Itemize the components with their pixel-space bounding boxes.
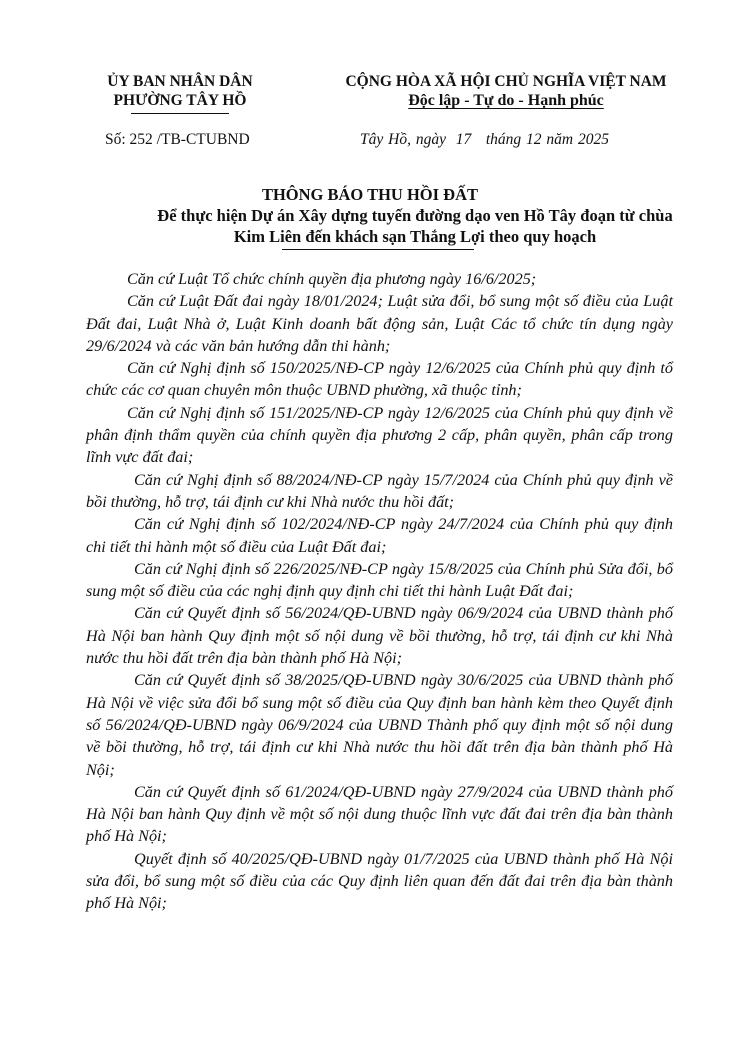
legal-basis-item: Quyết định số 40/2025/QĐ-UBND ngày 01/7/2025 của UBND thành phố Hà Nội sửa đổi, bổ sung một số điều của các Quy định liên quan đến đất đai trên địa bàn thành phố Hà Nội; [86,849,673,913]
document-subtitle: Để thực hiện Dự án Xây dựng tuyến đường dạo ven Hồ Tây đoạn từ chùa Kim Liên đến khách sạn Thắng Lợi theo quy hoạch [157,206,673,246]
legal-basis-item: Căn cứ Nghị định số 226/2025/NĐ-CP ngày 15/8/2025 của Chính phủ Sửa đổi, bổ sung một số điều của các nghị định quy định chi tiết thi hành Luật Đất đai; [86,559,673,601]
legal-basis-item: Căn cứ Nghị định số 88/2024/NĐ-CP ngày 15/7/2024 của Chính phủ quy định về bồi thường, hỗ trợ, tái định cư khi Nhà nước thu hồi đất; [86,470,673,511]
agency-line-1: ỦY BAN NHÂN DÂN [107,73,253,90]
legal-basis-item: Căn cứ Nghị định số 150/2025/NĐ-CP ngày 12/6/2025 của Chính phủ quy định tổ chức các cơ quan chuyên môn thuộc UBND phường, xã thuộc tỉnh; [86,359,673,400]
national-header [322,72,690,110]
legal-basis-item: Căn cứ Nghị định số 151/2025/NĐ-CP ngày 12/6/2025 của Chính phủ quy định về phân định thẩm quyền của chính quyền địa phương 2 cấp, phân quyền, phân cấp trong lĩnh vực đất đai; [86,403,673,467]
national-motto: Độc lập - Tự do - Hạnh phúc [408,92,604,109]
legal-basis-item: Căn cứ Nghị định số 102/2024/NĐ-CP ngày 24/7/2024 của Chính phủ quy định chi tiết thi hành một số điều của Luật Đất đai; [86,515,673,556]
agency-line-2: PHƯỜNG TÂY HỒ [113,92,247,109]
subtitle-underline [282,249,474,250]
legal-basis-item: Căn cứ Luật Đất đai ngày 18/01/2024; Luật sửa đổi, bổ sung một số điều của Luật Đất đai, Luật Nhà ở, Luật Kinh doanh bất động sản, Luật Các tổ chức tín dụng ngày 29/6/2024 và các văn bản hướng dẫn thi hành; [86,292,673,355]
nation-name: CỘNG HÒA XÃ HỘI CHỦ NGHĨA VIỆT NAM [345,73,667,90]
document-number: Số: 252 /TB-CTUBND [105,131,250,148]
legal-bases [86,268,673,915]
agency-underline [131,113,229,114]
legal-basis-item: Căn cứ Luật Tổ chức chính quyền địa phương ngày 16/6/2025; [127,270,537,288]
legal-basis-item: Căn cứ Quyết định số 56/2024/QĐ-UBND ngày 06/9/2024 của UBND thành phố Hà Nội ban hành Quy định một số nội dung về bồi thường, hỗ trợ, tái định cư khi Nhà nước thu hồi đất trên địa bàn thành phố Hà Nội; [86,604,673,668]
legal-basis-item: Căn cứ Quyết định số 38/2025/QĐ-UBND ngày 30/6/2025 của UBND thành phố Hà Nội về việc sửa đổi bổ sung một số điều của Quy định ban hành kèm theo Quyết định số 56/2024/QĐ-UBND ngày 06/9/2024 của UBND Thành phố quy định một số nội dung về bồi thường, hỗ trợ, tái định cư khi Nhà nước thu hồi đất trên địa bàn thành phố Hà Nội; [86,671,673,779]
document-title: THÔNG BÁO THU HỒI ĐẤT [261,185,479,204]
place-date: Tây Hồ, ngày 17 tháng 12 năm 2025 [360,131,609,148]
issuing-agency [95,72,265,114]
legal-basis-item: Căn cứ Quyết định số 61/2024/QĐ-UBND ngày 27/9/2024 của UBND thành phố Hà Nội ban hành Quy định về một số nội dung thuộc lĩnh vực đất đai trên địa bàn thành phố Hà Nội; [86,782,673,846]
